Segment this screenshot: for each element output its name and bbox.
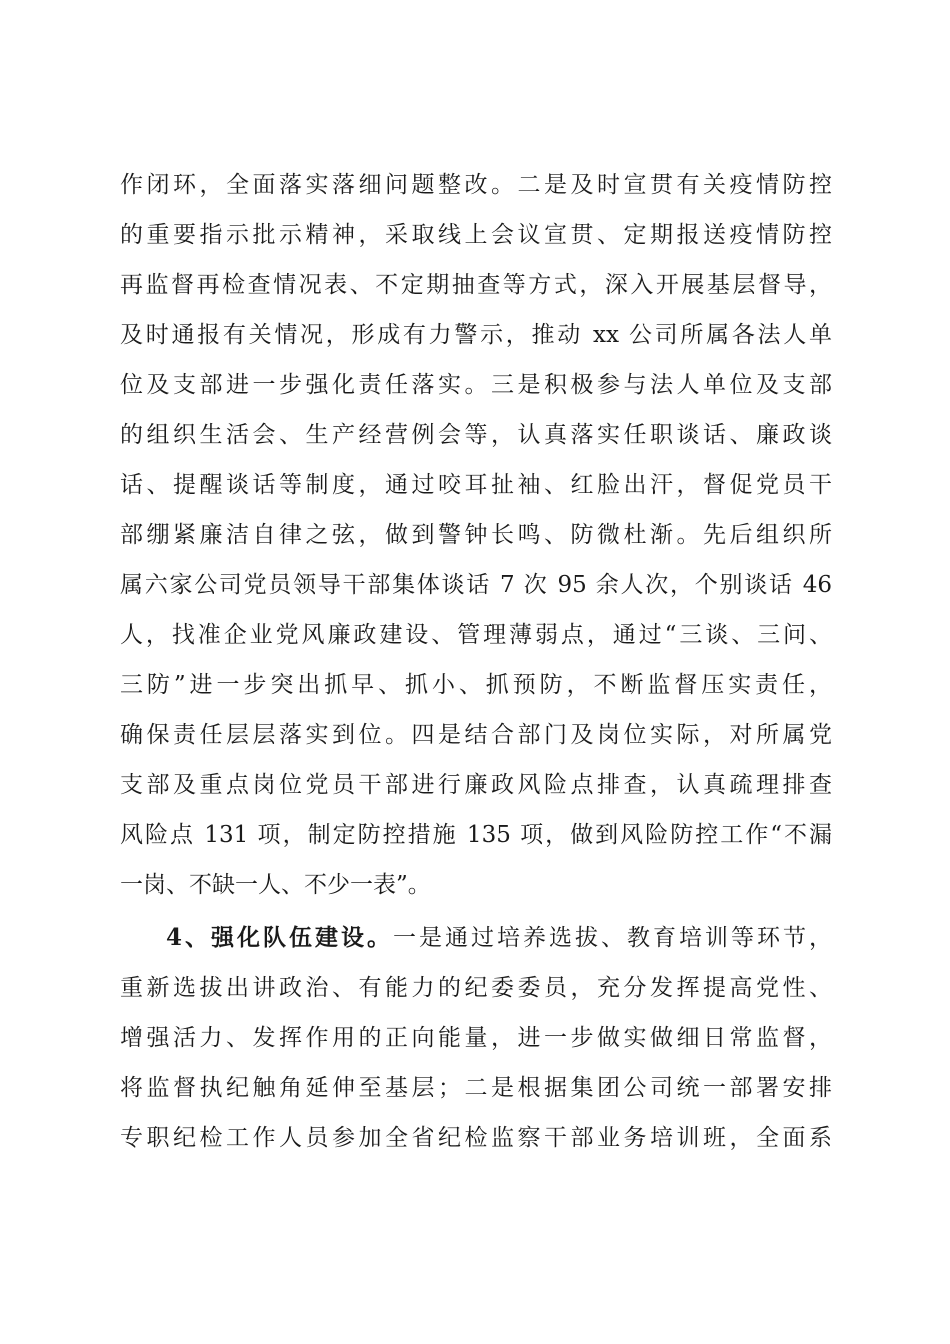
text-line: 重新选拔出讲政治、有能力的纪委委员，充分发挥提高党性、 bbox=[120, 975, 832, 1001]
text-line: 一岗、不缺一人、不少一表”。 bbox=[120, 872, 431, 898]
text-line: 确保责任层层落实到位。四是结合部门及岗位实际，对所属党 bbox=[120, 722, 832, 748]
text-line: 三防”进一步突出抓早、抓小、抓预防，不断监督压实责任， bbox=[120, 672, 832, 698]
text-line: 人，找准企业党风廉政建设、管理薄弱点，通过“三谈、三问、 bbox=[120, 622, 832, 648]
text-line: 支部及重点岗位党员干部进行廉政风险点排查，认真疏理排查 bbox=[120, 772, 832, 798]
text-line: 话、提醒谈话等制度，通过咬耳扯袖、红脸出汗，督促党员干 bbox=[120, 472, 832, 498]
text-line: 属六家公司党员领导干部集体谈话 7 次 95 余人次，个别谈话 46 bbox=[120, 572, 832, 598]
text-line: 专职纪检工作人员参加全省纪检监察干部业务培训班，全面系 bbox=[120, 1125, 832, 1151]
text-line: 部绷紧廉洁自律之弦，做到警钟长鸣、防微杜渐。先后组织所 bbox=[120, 522, 832, 548]
text-line: 将监督执纪触角延伸至基层；二是根据集团公司统一部署安排 bbox=[120, 1075, 832, 1101]
text-line: 及时通报有关情况，形成有力警示，推动 xx 公司所属各法人单 bbox=[120, 322, 832, 348]
section-first-line-text: 一是通过培养选拔、教育培训等环节， bbox=[393, 925, 832, 951]
text-line: 的重要指示批示精神，采取线上会议宣贯、定期报送疫情防控 bbox=[120, 222, 832, 248]
section-first-line bbox=[120, 920, 832, 956]
text-line: 风险点 131 项，制定防控措施 135 项，做到风险防控工作“不漏 bbox=[120, 822, 832, 848]
text-line: 作闭环，全面落实落细问题整改。二是及时宣贯有关疫情防控 bbox=[120, 172, 832, 198]
section-heading: 4、强化队伍建设。 bbox=[166, 924, 393, 951]
text-line: 位及支部进一步强化责任落实。三是积极参与法人单位及支部 bbox=[120, 372, 832, 398]
text-line: 再监督再检查情况表、不定期抽查等方式，深入开展基层督导， bbox=[120, 272, 832, 298]
text-line: 增强活力、发挥作用的正向能量，进一步做实做细日常监督， bbox=[120, 1025, 832, 1051]
text-line: 的组织生活会、生产经营例会等，认真落实任职谈话、廉政谈 bbox=[120, 422, 832, 448]
